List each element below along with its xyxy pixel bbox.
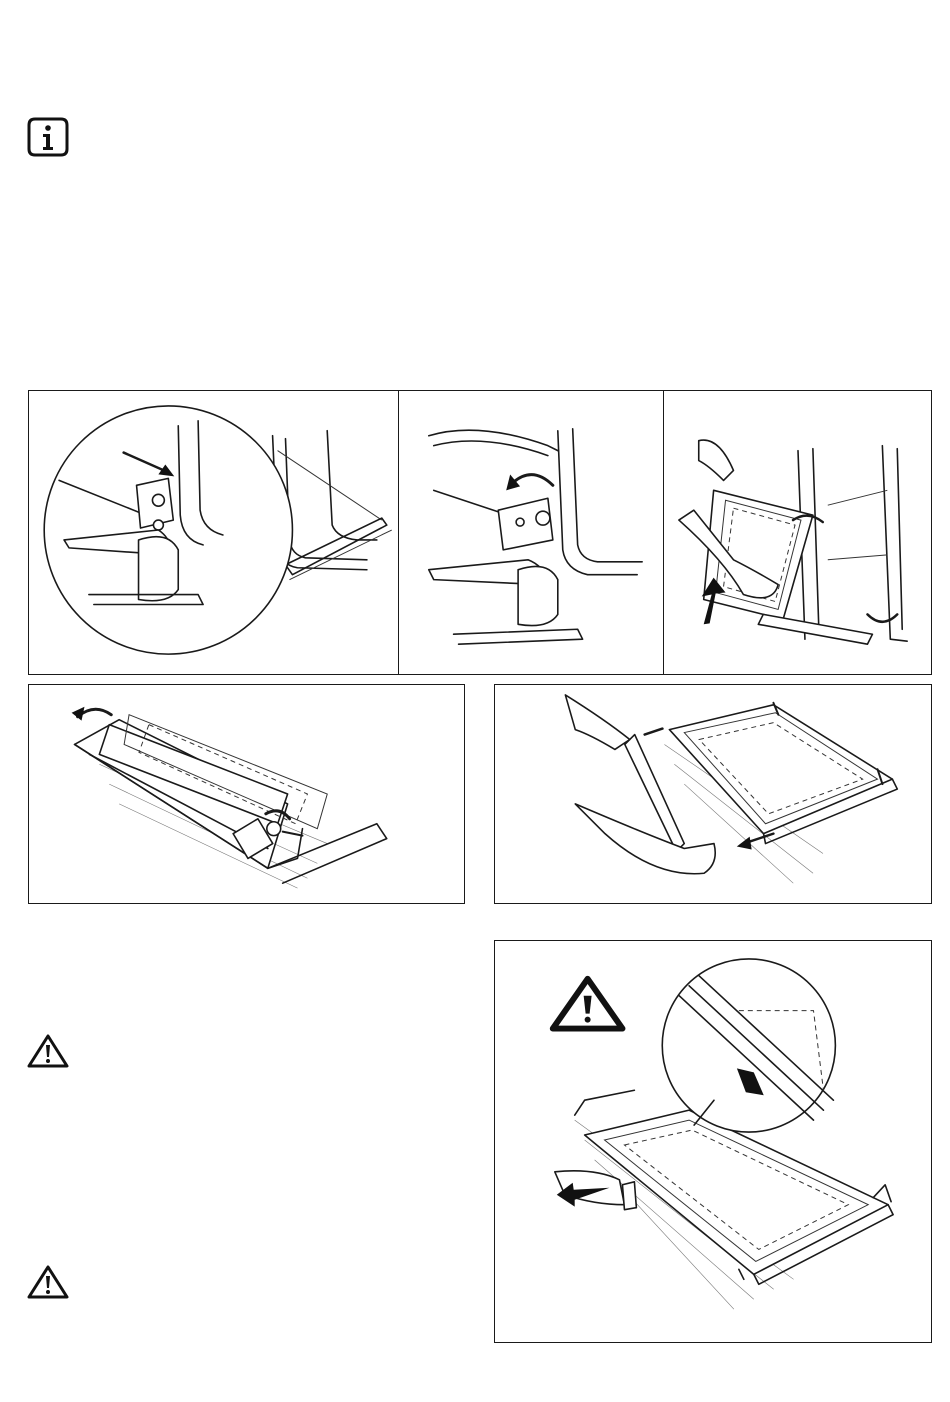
fig-door-screws	[28, 684, 465, 904]
fig-hinge-rotate	[398, 390, 664, 675]
warning-triangle-icon	[27, 1034, 69, 1068]
info-icon	[27, 117, 69, 157]
fig-hinge-unlock	[28, 390, 399, 675]
fig-glass-remove	[494, 940, 932, 1343]
warning-triangle-icon	[553, 979, 623, 1029]
warning-triangle-icon	[27, 1265, 69, 1299]
fig-door-lift	[663, 390, 932, 675]
fig-door-trim-pull	[494, 684, 932, 904]
